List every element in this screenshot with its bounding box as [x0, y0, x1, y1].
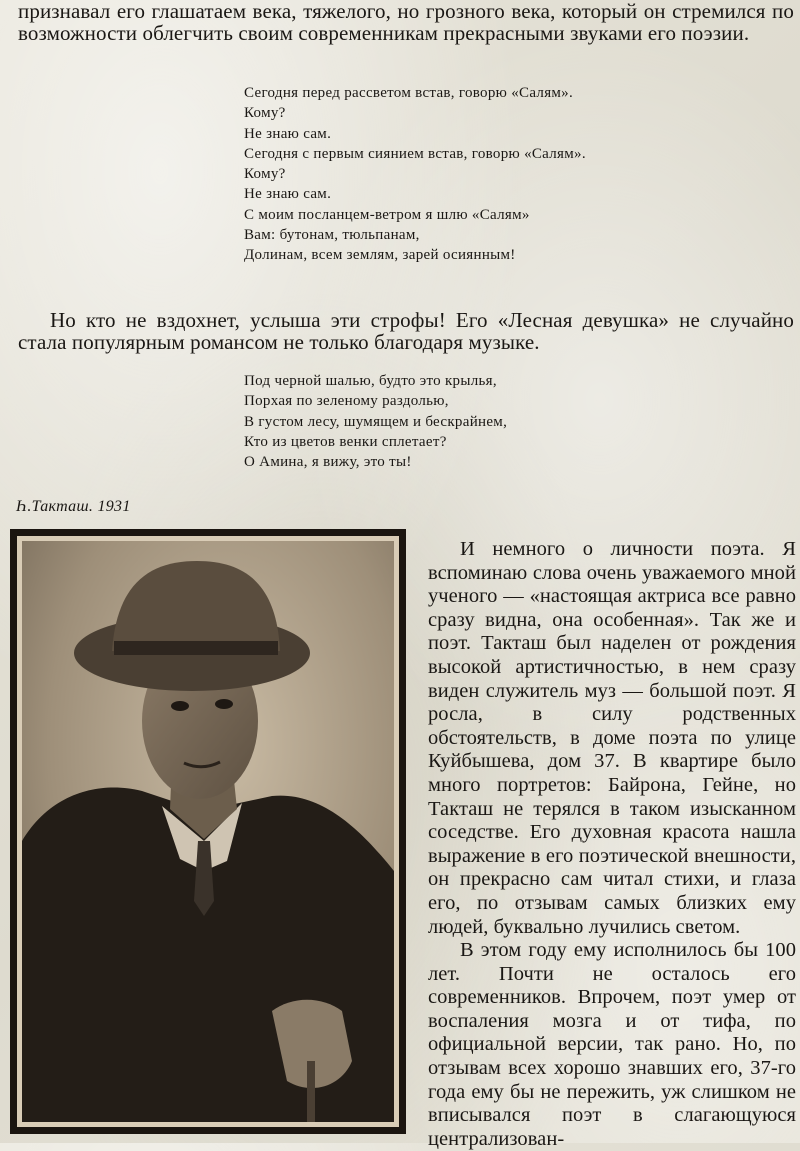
right-column-text: [428, 538, 796, 1151]
verse-line: Кто из цветов венки сплетает?: [244, 433, 447, 450]
photo-frame: [10, 529, 406, 1134]
verse-line: Кому?: [244, 105, 286, 122]
verse-line: Сегодня с первым сиянием встав, говорю «Салям».: [244, 145, 586, 162]
verse-line: Под черной шалью, будто это крылья,: [244, 373, 497, 389]
verse-line: В густом лесу, шумящем и бескрайнем,: [244, 413, 508, 430]
verse-line: Вам: бутонам, тюльпанам,: [244, 227, 420, 244]
intro-text: признавал его глашатаем века, тяжелого, но грозного века, который он стремился по возможности облегчить своим современникам прекрасными звуками его поэзии.: [18, 0, 794, 45]
verse-line: О Амина, я вижу, это ты!: [244, 454, 412, 471]
second-paragraph: [18, 309, 794, 353]
photo-mat: [17, 536, 399, 1127]
second-paragraph-text: Но кто не вздохнет, услыша эти строфы! Его «Лесная девушка» не случайно стала популярным романсом не только благодаря музыке.: [18, 308, 794, 354]
photo-caption: Һ.Такташ. 1931: [16, 498, 131, 515]
poem-forest-girl: [244, 371, 507, 472]
verse-line: Сегодня перед рассветом встав, говорю «Салям».: [244, 85, 574, 101]
poem-salyam: [244, 83, 586, 266]
verse-line: Долинам, всем землям, зарей осиянным!: [244, 247, 516, 264]
intro-paragraph: [18, 0, 794, 44]
verse-line: Не знаю сам.: [244, 125, 332, 142]
body-paragraph: В этом году ему исполнилось бы 100 лет. Почти не осталось его современников. Впрочем, поэт умер от воспаления мозга и от тифа, по официальной версии, так рано. Но, по отзывам всех хорошо знавших его, 37-го года ему бы не пережить, уж слишком не вписывался поэт в слагающуюся централизован-: [428, 939, 796, 1150]
verse-line: С моим посланцем-ветром я шлю «Салям»: [244, 206, 530, 223]
verse-line: Кому?: [244, 166, 286, 183]
portrait-photo: [22, 541, 394, 1122]
verse-line: Не знаю сам.: [244, 186, 332, 203]
verse-line: Порхая по зеленому раздолью,: [244, 393, 449, 410]
body-paragraph: И немного о личности поэта. Я вспоминаю слова очень уважаемого мной ученого — «настоящая актриса все равно сразу видна, она особенная». Так же и поэт. Такташ был наделен от рождения высокой артистичностью, в нем сразу виден служитель муз — большой поэт. Я росла, в силу родственных обстоятельств, в доме поэта по улице Куйбышева, дом 37. В квартире было много портретов: Байрона, Гейне, но Такташ не терялся в таком изысканном соседстве. Его духовная красота нашла выражение в его поэтической внешности, он прекрасно сам читал стихи, и глаза его, по отзывам самых близких ему людей, буквально лучились светом.: [428, 538, 796, 938]
